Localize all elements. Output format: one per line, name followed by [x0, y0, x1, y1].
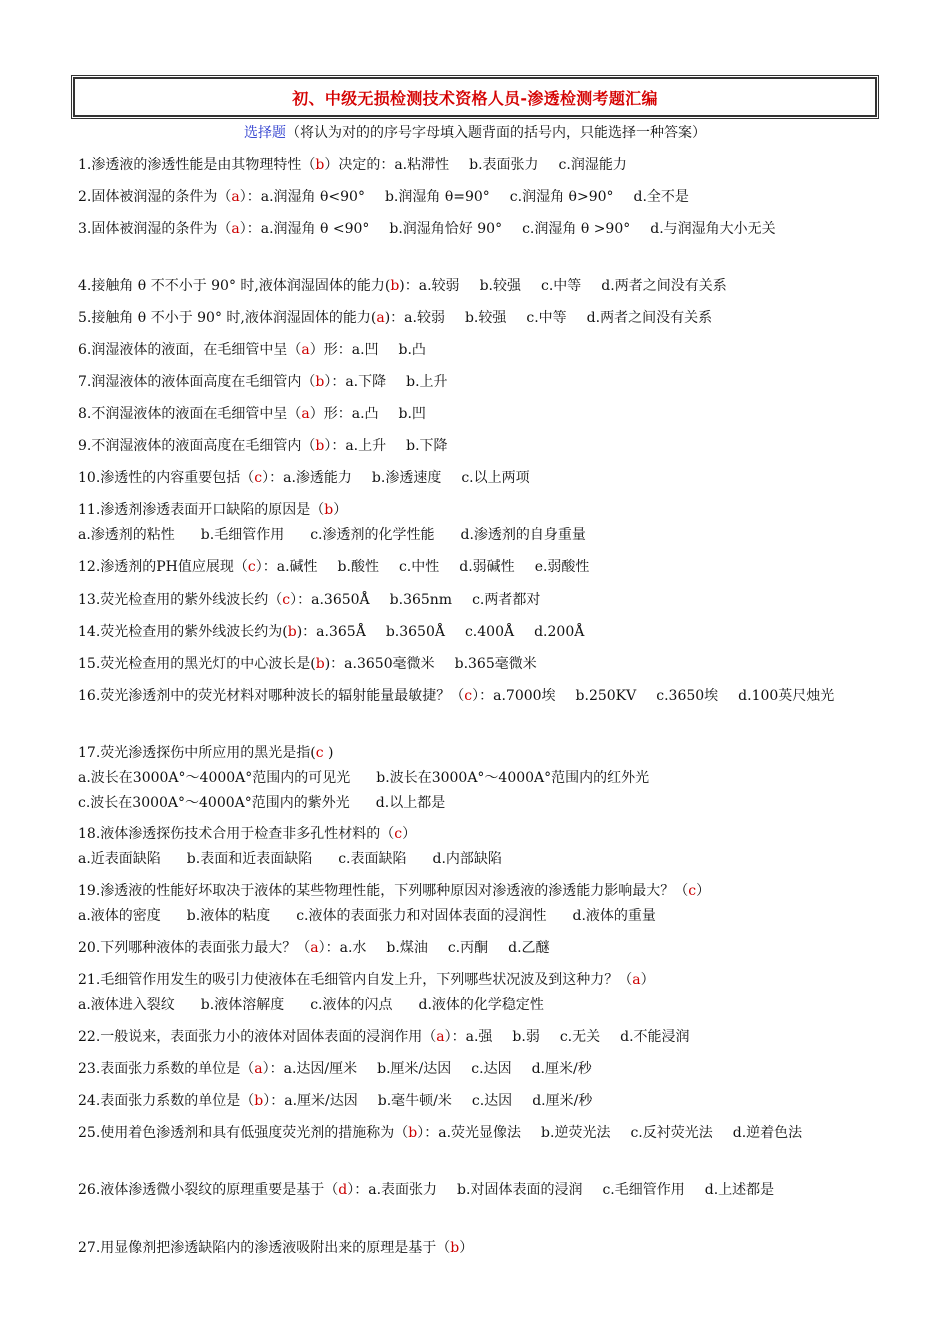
question-4: 4.接触角 θ 不不小于 90° 时,液体润湿固体的能力(b)：a.较弱 b.较强 c.中等 d.两者之间没有关系 — [78, 278, 727, 294]
question-27: 27.用显像剂把渗透缺陷内的渗透液吸附出来的原理是基于（b） — [78, 1240, 474, 1256]
answer: a — [301, 342, 310, 358]
question-6: 6.润湿液体的液面，在毛细管中呈（a）形：a.凹 b.凸 — [78, 342, 426, 358]
answer: b — [315, 374, 325, 390]
answer: b — [408, 1125, 418, 1141]
question-25: 25.使用着色渗透剂和具有低强度荧光剂的措施称为（b）：a.荧光显像法 b.逆荧光法 c.反衬荧光法 d.逆着色法 — [78, 1125, 803, 1141]
question-10: 10.渗透性的内容重要包括（c）：a.渗透能力 b.渗透速度 c.以上两项 — [78, 470, 530, 486]
question-7: 7.润湿液体的液体面高度在毛细管内（b）：a.下降 b.上升 — [78, 374, 448, 390]
question-8: 8.不润湿液体的液面在毛细管中呈（a）形：a.凸 b.凹 — [78, 406, 426, 422]
answer: d — [338, 1182, 348, 1198]
answer: a — [436, 1029, 445, 1045]
question-11: 11.渗透剂渗透表面开口缺陷的原因是（b） a.渗透剂的粘性 b.毛细管作用 c.渗透剂的化学性能 d.渗透剂的自身重量 — [78, 502, 586, 543]
answer: a — [376, 310, 385, 326]
question-23: 23.表面张力系数的单位是（a）：a.达因/厘米 b.厘米/达因 c.达因 d.厘米/秒 — [78, 1061, 592, 1077]
answer: c — [254, 470, 263, 486]
answer: b — [254, 1093, 264, 1109]
answer: c — [282, 592, 291, 608]
answer: b — [315, 656, 325, 672]
section-intro — [0, 122, 950, 142]
answer: b — [315, 157, 325, 173]
question-18: 18.液体渗透探伤技术合用于检查非多孔性材料的（c） a.近表面缺陷 b.表面和近表面缺陷 c.表面缺陷 d.内部缺陷 — [78, 826, 502, 867]
answer: a — [231, 221, 240, 237]
question-26: 26.液体渗透微小裂纹的原理重要是基于（d）：a.表面张力 b.对固体表面的浸润 c.毛细管作用 d.上述都是 — [78, 1182, 775, 1198]
section-instruction: （将认为对的的序号字母填入题背面的括号内，只能选择一种答案） — [286, 125, 706, 141]
question-16: 16.荧光渗透剂中的荧光材料对哪种波长的辐射能量最敏捷？（c）：a.7000埃 b.250KV c.3650埃 d.100英尺烛光 — [78, 688, 835, 704]
question-24: 24.表面张力系数的单位是（b）：a.厘米/达因 b.毫牛顿/米 c.达因 d.厘米/秒 — [78, 1093, 593, 1109]
question-9: 9.不润湿液体的液面高度在毛细管内（b）：a.上升 b.下降 — [78, 438, 448, 454]
question-3: 3.固体被润湿的条件为（a）：a.润湿角 θ <90° b.润湿角恰好 90° c.润湿角 θ >90° d.与润湿角大小无关 — [78, 221, 776, 237]
answer: c — [464, 688, 473, 704]
title-box — [73, 77, 877, 117]
answer: b — [450, 1240, 460, 1256]
answer: b — [324, 502, 334, 518]
answer: c — [247, 559, 256, 575]
answer: b — [315, 438, 325, 454]
answer: b — [287, 624, 297, 640]
question-20: 20.下列哪种液体的表面张力最大？（a）：a.水 b.煤油 c.丙酮 d.乙醚 — [78, 940, 550, 956]
answer: a — [310, 940, 319, 956]
answer: c — [315, 745, 324, 761]
question-5: 5.接触角 θ 不小于 90° 时,液体润湿固体的能力(a)：a.较弱 b.较强 c.中等 d.两者之间没有关系 — [78, 310, 713, 326]
question-21: 21.毛细管作用发生的吸引力使液体在毛细管内自发上升，下列哪些状况波及到这种力？（a） a.液体进入裂纹 b.液体溶解度 c.液体的闪点 d.液体的化学稳定性 — [78, 972, 655, 1013]
question-12: 12.渗透剂的PH值应展现（c）：a.碱性 b.酸性 c.中性 d.弱碱性 e.弱酸性 — [78, 559, 590, 575]
answer: a — [301, 406, 310, 422]
document-title: 初、中级无损检测技术资格人员-渗透检测考题汇编 — [292, 88, 658, 108]
answer: c — [688, 883, 697, 899]
question-17: 17.荧光渗透探伤中所应用的黑光是指(c ) a.波长在3000A°～4000A°范围内的可见光 b.波长在3000A°～4000A°范围内的红外光 c.波长在3000A°～4000A°范围内的紫外光 d.以上都是 — [78, 745, 650, 811]
question-19: 19.渗透液的性能好坏取决于液体的某些物理性能，下列哪种原因对渗透液的渗透能力影响最大？（c） a.液体的密度 b.液体的粘度 c.液体的表面张力和对固体表面的浸润性 d.液体的重量 — [78, 883, 711, 924]
question-22: 22.一般说来，表面张力小的液体对固体表面的浸润作用（a）：a.强 b.弱 c.无关 d.不能浸润 — [78, 1029, 690, 1045]
answer: b — [390, 278, 400, 294]
answer: c — [394, 826, 403, 842]
answer: a — [231, 189, 240, 205]
question-15: 15.荧光检查用的黑光灯的中心波长是(b)：a.3650毫微米 b.365毫微米 — [78, 656, 537, 672]
section-keyword: 选择题 — [244, 125, 286, 141]
question-2: 2.固体被润湿的条件为（a）：a.润湿角 θ<90° b.润湿角 θ=90° c.润湿角 θ>90° d.全不是 — [78, 189, 689, 205]
question-13: 13.荧光检查用的紫外线波长约（c）：a.3650Å b.365nm c.两者都对 — [78, 592, 541, 608]
answer: a — [254, 1061, 263, 1077]
answer: a — [632, 972, 641, 988]
question-1: 1.渗透液的渗透性能是由其物理特性（b）决定的：a.粘滞性 b.表面张力 c.润湿能力 — [78, 157, 627, 173]
question-14: 14.荧光检查用的紫外线波长约为(b)：a.365Å b.3650Å c.400Å d.200Å — [78, 624, 585, 640]
